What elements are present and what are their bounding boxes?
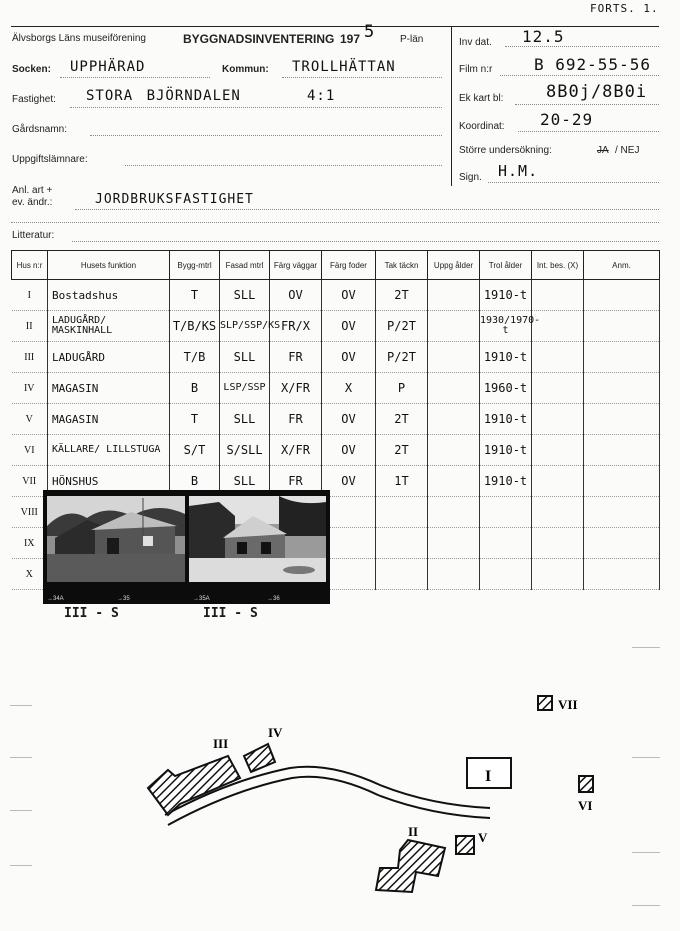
table-cell-trol: 1910-t [480,404,532,435]
photo-frame [47,496,185,582]
table-cell-int [532,528,584,559]
table-cell-uppg [428,342,480,373]
table-cell-tak: P [376,373,428,404]
table-cell-farg-vagg: OV [270,280,322,311]
col-header: Int. bes. (X) [532,251,584,280]
photo-caption: III - S [64,606,119,621]
table-cell-fasad: SLP/SSP/KS [220,311,270,342]
frame-number: →36 [267,596,280,602]
table-cell-anm [584,280,660,311]
col-header: Färg foder [322,251,376,280]
col-header: Uppg ålder [428,251,480,280]
table-cell-nr: III [12,342,48,373]
table-cell-anm [584,559,660,590]
table-cell-nr: IV [12,373,48,404]
table-cell-funktion: LADUGÅRD/ MASKINHALL [48,311,170,342]
inv-dat-label: Inv dat. [459,37,492,48]
table-cell-farg-vagg: X/FR [270,373,322,404]
year-prefix: 197 [340,32,361,46]
ek-kart-label: Ek kart bl: [459,93,504,104]
building-vii [538,696,552,710]
storre-nej: / NEJ [615,145,640,156]
film-label: Film n:r [459,64,493,75]
table-cell-tak: P/2T [376,311,428,342]
table-cell-uppg [428,435,480,466]
koordinat-value: 20-29 [540,110,594,129]
table-cell-nr: VIII [12,497,48,528]
table-cell-trol: 1930/1970-t [480,311,532,342]
table-cell-nr: V [12,404,48,435]
table-cell-anm [584,373,660,404]
table-row [12,373,660,404]
table-cell-nr: IX [12,528,48,559]
table-cell-trol: 1910-t [480,466,532,497]
table-cell-farg-foder: OV [322,342,376,373]
kommun-value: TROLLHÄTTAN [292,59,396,75]
col-header: Anm. [584,251,660,280]
table-cell-int [532,497,584,528]
sign-label: Sign. [459,172,482,183]
table-row [12,280,660,311]
table-cell-bygg: T/B [170,342,220,373]
table-cell-tak [376,559,428,590]
photo-caption: III - S [203,606,258,621]
photo-strip [43,490,330,604]
table-cell-bygg: T [170,404,220,435]
table-row [12,404,660,435]
table-cell-uppg [428,497,480,528]
table-cell-tak [376,497,428,528]
frame-number: →35 [117,596,130,602]
table-cell-tak: 1T [376,466,428,497]
map-label: VI [578,798,593,813]
building-vi [579,776,593,792]
table-cell-fasad: SLL [220,466,270,497]
table-cell-uppg [428,311,480,342]
col-header: Hus n:r [12,251,48,280]
photo-frame [189,496,326,582]
org-name: Älvsborgs Läns museiförening [12,33,146,44]
uppgiftslamnare-label: Uppgiftslämnare: [12,154,88,165]
table-cell-bygg: B [170,466,220,497]
table-cell-farg-vagg: FR [270,404,322,435]
koordinat-label: Koordinat: [459,121,505,132]
table-cell-nr: VI [12,435,48,466]
table-cell-farg-foder: OV [322,280,376,311]
frame-number: →34A [47,596,64,602]
litteratur-label: Litteratur: [12,230,55,241]
table-cell-int [532,466,584,497]
table-cell-anm [584,497,660,528]
table-cell-anm [584,404,660,435]
table-cell-fasad: SLL [220,280,270,311]
table-cell-fasad: SLL [220,404,270,435]
table-cell-farg-foder: OV [322,435,376,466]
table-cell-funktion: Bostadshus [48,280,170,311]
table-cell-uppg [428,559,480,590]
table-cell-farg-vagg: FR [270,466,322,497]
col-header: Färg väggar [270,251,322,280]
table-cell-anm [584,466,660,497]
table-cell-uppg [428,280,480,311]
table-cell-nr: VII [12,466,48,497]
kommun-label: Kommun: [222,64,269,75]
map-label: VII [558,697,578,712]
table-row [12,311,660,342]
table-cell-farg-foder: OV [322,404,376,435]
table-cell-int [532,280,584,311]
table-cell-int [532,559,584,590]
ek-kart-value: 8B0j/8B0i [546,82,648,102]
table-row [12,342,660,373]
table-cell-nr: I [12,280,48,311]
frame-number: →35A [193,596,210,602]
map-label: V [478,830,488,845]
table-cell-farg-vagg: FR [270,342,322,373]
table-cell-trol: 1910-t [480,435,532,466]
table-cell-uppg [428,466,480,497]
sign-value: H.M. [498,162,539,180]
table-cell-uppg [428,373,480,404]
table-cell-funktion: LADUGÅRD [48,342,170,373]
table-cell-trol: 1910-t [480,280,532,311]
table-cell-tak: 2T [376,435,428,466]
table-cell-uppg [428,528,480,559]
lan-label: P-län [400,34,424,45]
map-label: II [408,824,419,839]
fastighet-label: Fastighet: [12,94,56,105]
site-sketch-map [0,640,680,931]
table-cell-int [532,373,584,404]
ev-andr-label: ev. ändr.: [12,197,53,208]
table-cell-anm [584,342,660,373]
table-cell-funktion: HÖNSHUS [48,466,170,497]
fastighet-value: STORA BJÖRNDALEN [86,88,241,104]
building-iv [244,744,275,772]
col-header: Bygg-mtrl [170,251,220,280]
table-cell-funktion: MAGASIN [48,373,170,404]
fastighet-nr: 4:1 [307,88,336,104]
col-header: Tak täckn [376,251,428,280]
table-cell-trol [480,497,532,528]
table-cell-trol: 1960-t [480,373,532,404]
table-cell-tak: P/2T [376,342,428,373]
storre-ja: JA [597,145,609,156]
table-cell-int [532,311,584,342]
table-row [12,435,660,466]
map-label: I [485,768,492,785]
table-cell-bygg: T/B/KS [170,311,220,342]
building-iii [148,756,240,815]
storre-label: Större undersökning: [459,145,552,156]
col-header: Husets funktion [48,251,170,280]
table-cell-bygg: B [170,373,220,404]
table-header-row [12,251,660,280]
table-cell-trol: 1910-t [480,342,532,373]
map-label: III [213,736,229,751]
map-label: IV [268,725,283,740]
table-cell-fasad: SLL [220,342,270,373]
table-cell-tak: 2T [376,404,428,435]
table-cell-bygg: T [170,280,220,311]
table-cell-anm [584,528,660,559]
table-cell-int [532,342,584,373]
table-cell-farg-foder: X [322,373,376,404]
table-cell-farg-foder: OV [322,311,376,342]
film-value: B 692-55-56 [534,55,651,74]
year-digit: 5 [364,22,376,42]
building-v [456,836,474,854]
table-cell-bygg: S/T [170,435,220,466]
table-cell-int [532,404,584,435]
table-cell-nr: X [12,559,48,590]
table-cell-farg-vagg: FR/X [270,311,322,342]
table-cell-trol [480,528,532,559]
table-cell-tak [376,528,428,559]
table-cell-trol [480,559,532,590]
corner-note: FORTS. 1. [590,2,659,15]
table-cell-fasad: S/SLL [220,435,270,466]
building-ii [376,840,445,892]
table-cell-nr: II [12,311,48,342]
anl-art-label: Anl. art + [12,185,53,196]
table-cell-anm [584,311,660,342]
anl-art-value: JORDBRUKSFASTIGHET [95,192,254,207]
table-cell-funktion: KÄLLARE/ LILLSTUGA [48,435,170,466]
table-cell-int [532,435,584,466]
table-cell-funktion: MAGASIN [48,404,170,435]
socken-value: UPPHÄRAD [70,59,146,75]
table-cell-tak: 2T [376,280,428,311]
col-header: Trol ålder [480,251,532,280]
table-cell-farg-foder: OV [322,466,376,497]
col-header: Fasad mtrl [220,251,270,280]
table-cell-anm [584,435,660,466]
table-cell-uppg [428,404,480,435]
table-cell-farg-vagg: X/FR [270,435,322,466]
inv-dat-value: 12.5 [522,27,565,46]
table-cell-fasad: LSP/SSP [220,373,270,404]
gardsnamn-label: Gårdsnamn: [12,124,68,135]
form-title: BYGGNADSINVENTERING [183,32,335,46]
socken-label: Socken: [12,64,51,75]
